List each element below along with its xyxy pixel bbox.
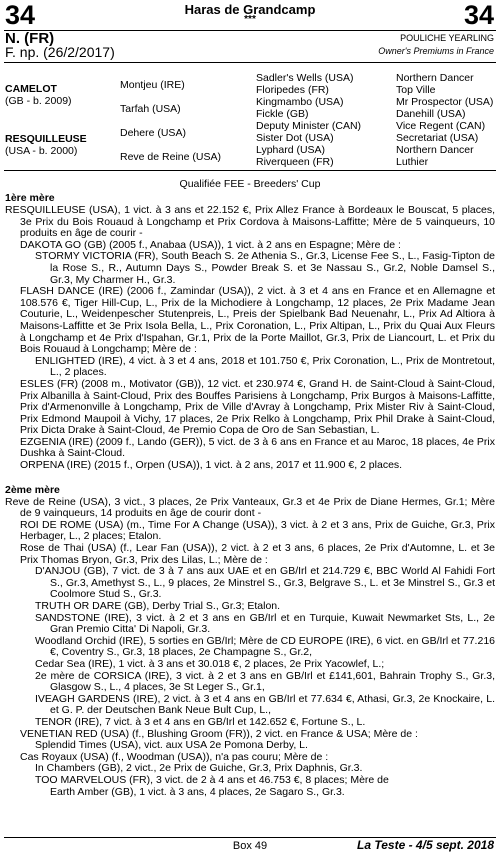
consignor-title: Haras de Grandcamp — [184, 2, 316, 17]
granddam-paternal: Tarfah (USA) — [120, 103, 181, 115]
grandproduce-entry: STORMY VICTORIA (FR), South Beach S. 2e Athenia S., Gr.3, License Fee S., L., Fasig-Tipton de la Rose S., R., Autumn Days S., Powder Break S. et 3e Nassau S., Gr.2, Noble Damsel S., Gr.3, My Charmer H., Gr.3. — [35, 250, 495, 286]
produce-entry: EZGENIA (IRE) (2009 f., Lando (GER)), 5 vict. de 3 à 6 ans en France et au Maroc, 18 places, 4e Prix Dushka à Saint-Cloud. — [20, 435, 495, 460]
grandproduce-entry: 2e mère de CORSICA (IRE), 3 vict. à 2 et 3 ans en GB/Irl et £141,601, Bahrain Trophy S., Gr.3, Glasgow S., L., 4 places, 3e St Leger S., Gr.1, — [35, 669, 495, 694]
pedigree-bottom-rule — [4, 170, 496, 171]
owner-premiums: Owner's Premiums in France — [378, 46, 494, 56]
produce-entry: Cas Royaux (USA) (f., Woodman (USA)), n'a pas couru; Mère de : — [20, 750, 329, 763]
catalogue-text — [5, 192, 495, 798]
second-dam-heading: 2ème mère — [5, 483, 60, 496]
grandproduce-entry: TENOR (IRE), 7 vict. à 3 et 4 ans en GB/Irl et 142.652 €, Fortune S., L. — [35, 715, 366, 728]
grandproduce-entry: TRUTH OR DARE (GB), Derby Trial S., Gr.3; Etalon. — [35, 600, 281, 612]
gen3-6: Sister Dot (USA) — [256, 132, 334, 144]
gen4-7: Northern Dancer — [396, 144, 474, 156]
grandproduce-entry: ENLIGHTED (IRE), 4 vict. à 3 et 4 ans, 2018 et 101.750 €, Prix Coronation, L., Prix de Montretout, L., 2 places. — [35, 354, 495, 379]
header-rule — [4, 30, 496, 31]
qualification-line: Qualifiée FEE - Breeders' Cup — [179, 178, 321, 190]
sire-name: CAMELOT — [5, 83, 57, 95]
grandsire-maternal: Dehere (USA) — [120, 127, 186, 139]
produce-entry: FLASH DANCE (IRE) (2006 f., Zamindar (USA)), 2 vict. à 3 et 4 ans en France et en Allemagne et 108.576 €, Tiger Hill-Cup, L., Prix de la Michodiere à Longchamp, 12 places, 2e Prix Madame Jean Couturie, L., Weidenpescher Stutenpreis, L., Preis der Spielbank Bad Neuenahr, L., Prix Ad Altiora à Maisons-Laffitte et 3e Prix Isola Bella, L., Prix Coronation, L., Prix Altipan, L., Prix du Quai Aux Fleurs à Longchamp et 4e Prix d'Ispahan, Gr.1, Prix de la Porte Maillot, Gr.3, Prix de Liancourt, L. et Prix du Bois Rouaud à Longchamp; Mère de : — [20, 285, 495, 356]
sire-info: (GB - b. 2009) — [5, 95, 72, 107]
grandproduce-entry: Woodland Orchid (IRE), 5 sorties en GB/Irl; Mère de CD EUROPE (IRE), 6 vict. en GB/Irl et 77.216 €, Coventry S., Gr.3, 18 places, 2e Champagne S., Gr.2, — [35, 634, 495, 659]
grandproduce-entry: IVEAGH GARDENS (IRE), 2 vict. à 3 et 4 ans en GB/Irl et 77.634 €, Athasi, Gr.3, 2e Knockaire, L. et G. P. der Deutschen Bank Neue Bult Cup, L., — [35, 692, 495, 717]
horse-name: N. (FR) — [5, 30, 55, 47]
horse-birth: F. np. (26/2/2017) — [5, 44, 115, 60]
first-dam-heading: 1ère mère — [5, 192, 55, 204]
gen4-1: Northern Dancer — [396, 72, 474, 84]
consignor-stars: *** — [244, 14, 256, 25]
grandproduce-entry: D'ANJOU (GB), 7 vict. de 3 à 7 ans aux UAE et en GB/Irl et 214.729 €, BBC World Al Fahidi Fort S., Gr.3, Amethyst S., L., 9 places, 2e Minstrel S., Gr.3, Belgrave S., L. et 3e Minstrel S., Gr.3 et Coolmore Stud S., Gr.3. — [35, 565, 495, 601]
grandproduce-entry: TOO MARVELOUS (FR), 3 vict. de 2 à 4 ans et 46.753 €, 8 places; Mère de — [35, 773, 389, 786]
dam2-entry: Reve de Reine (USA), 3 vict., 3 places, 2e Prix Vanteaux, Gr.3 et 4e Prix de Diane Hermes, Gr.1; Mère de 9 vainqueurs, 14 produits en âge de courir dont - — [5, 495, 495, 520]
grandproduce-entry: Splendid Times (USA), vict. aux USA 2e Pomona Derby, L. — [35, 739, 308, 752]
gen3-4: Fickle (GB) — [256, 108, 309, 120]
gen4-4: Danehill (USA) — [396, 108, 466, 120]
sale-venue-date: La Teste - 4/5 sept. 2018 — [357, 838, 494, 852]
gen3-5: Deputy Minister (CAN) — [256, 120, 362, 132]
box-number: Box 49 — [232, 840, 268, 852]
gen3-2: Floripedes (FR) — [256, 84, 329, 96]
produce-entry: ORPENA (IRE) (2015 f., Orpen (USA)), 1 vict. à 2 ans, 2017 et 11.900 €, 2 places. — [20, 459, 403, 472]
gen4-5: Vice Regent (CAN) — [396, 120, 486, 132]
dam1-entry: RESQUILLEUSE (USA), 1 vict. à 3 ans et 22.152 €, Prix Allez France à Bordeaux le Bouscat, 5 places, 3e Prix du Bois Rouaud à Longchamp et Prix Cordova à Maisons-Laffitte; Mère de 5 vainqueurs, 10 produits en âge de courir - — [5, 204, 495, 240]
dam-info: (USA - b. 2000) — [5, 145, 78, 157]
grandsire-paternal: Montjeu (IRE) — [120, 79, 185, 91]
gen3-7: Lyphard (USA) — [256, 144, 326, 156]
produce-entry: DAKOTA GO (GB) (2005 f., Anabaa (USA)), 1 vict. à 2 ans en Espagne; Mère de : — [20, 238, 401, 251]
gen3-8: Riverqueen (FR) — [256, 156, 334, 168]
produce-entry: Rose de Thai (USA) (f., Lear Fan (USA)), 2 vict. à 2 et 3 ans, 6 places, 2e Prix d'Automne, L. et 3e Prix Thomas Bryon, Gr.3, Prix des Lilas, L.; Mère de : — [20, 542, 495, 566]
dam-name: RESQUILLEUSE — [5, 133, 87, 145]
lot-number-left: 34 — [5, 0, 36, 30]
produce-entry: ESLES (FR) (2008 m., Motivator (GB)), 12 vict. et 230.974 €, Grand H. de Saint-Cloud à Saint-Cloud, Prix Albanilla à Saint-Cloud, Prix des Bouffes Parisiens à Longchamp, Prix Burgos à Maisons-Laffitte, Prix d'Armenonville à Longchamp, Prix de Ville d'Avray à Longchamp, Prix Mister Riv à Saint-Cloud, Prix Edmond Maupoil à Vichy, 17 places, 2e Prix Relko à Longchamp, Prix Phil Drake à Saint-Cloud, Prix Dicta Drake à Saint-Cloud, 4e Premio Copa de Oro de San Sebastian, L. — [20, 377, 495, 437]
gen4-6: Secretariat (USA) — [396, 132, 479, 144]
gen4-2: Top Ville — [396, 84, 436, 96]
lot-number-right: 34 — [463, 0, 494, 30]
gen3-3: Kingmambo (USA) — [256, 96, 344, 108]
grandproduce-entry: SANDSTONE (IRE), 3 vict. à 2 et 3 ans en GB/Irl et en Turquie, Kuwait Newmarket Sts, L., 2e Gran Premio Citta' Di Napoli, Gr.3. — [35, 611, 495, 636]
sale-type: POULICHE YEARLING — [400, 33, 494, 43]
grandproduce-entry: Cedar Sea (IRE), 1 vict. à 3 ans et 30.018 €, 2 places, 2e Prix Yacowlef, L.; — [35, 657, 385, 670]
produce-entry: ROI DE ROME (USA) (m., Time For A Change (USA)), 3 vict. à 2 et 3 ans, Prix de Guiche, Gr.3, Prix Herbager, L., 2 places; Etalon. — [20, 518, 495, 543]
produce-entry: VENETIAN RED (USA) (f., Blushing Groom (FR)), 2 vict. en France & USA; Mère de : — [20, 727, 418, 740]
pedigree-top-rule — [4, 62, 496, 63]
granddam-maternal: Reve de Reine (USA) — [120, 151, 221, 163]
gen4-3: Mr Prospector (USA) — [396, 96, 494, 108]
gen4-8: Luthier — [396, 156, 429, 168]
gen3-1: Sadler's Wells (USA) — [256, 72, 354, 84]
grandproduce-entry: In Chambers (GB), 2 vict., 2e Prix de Guiche, Gr.3, Prix Daphnis, Gr.3. — [35, 762, 363, 775]
grandproduce-entry: Earth Amber (GB), 1 vict. à 3 ans, 4 places, 2e Sagaro S., Gr.3. — [50, 785, 345, 798]
